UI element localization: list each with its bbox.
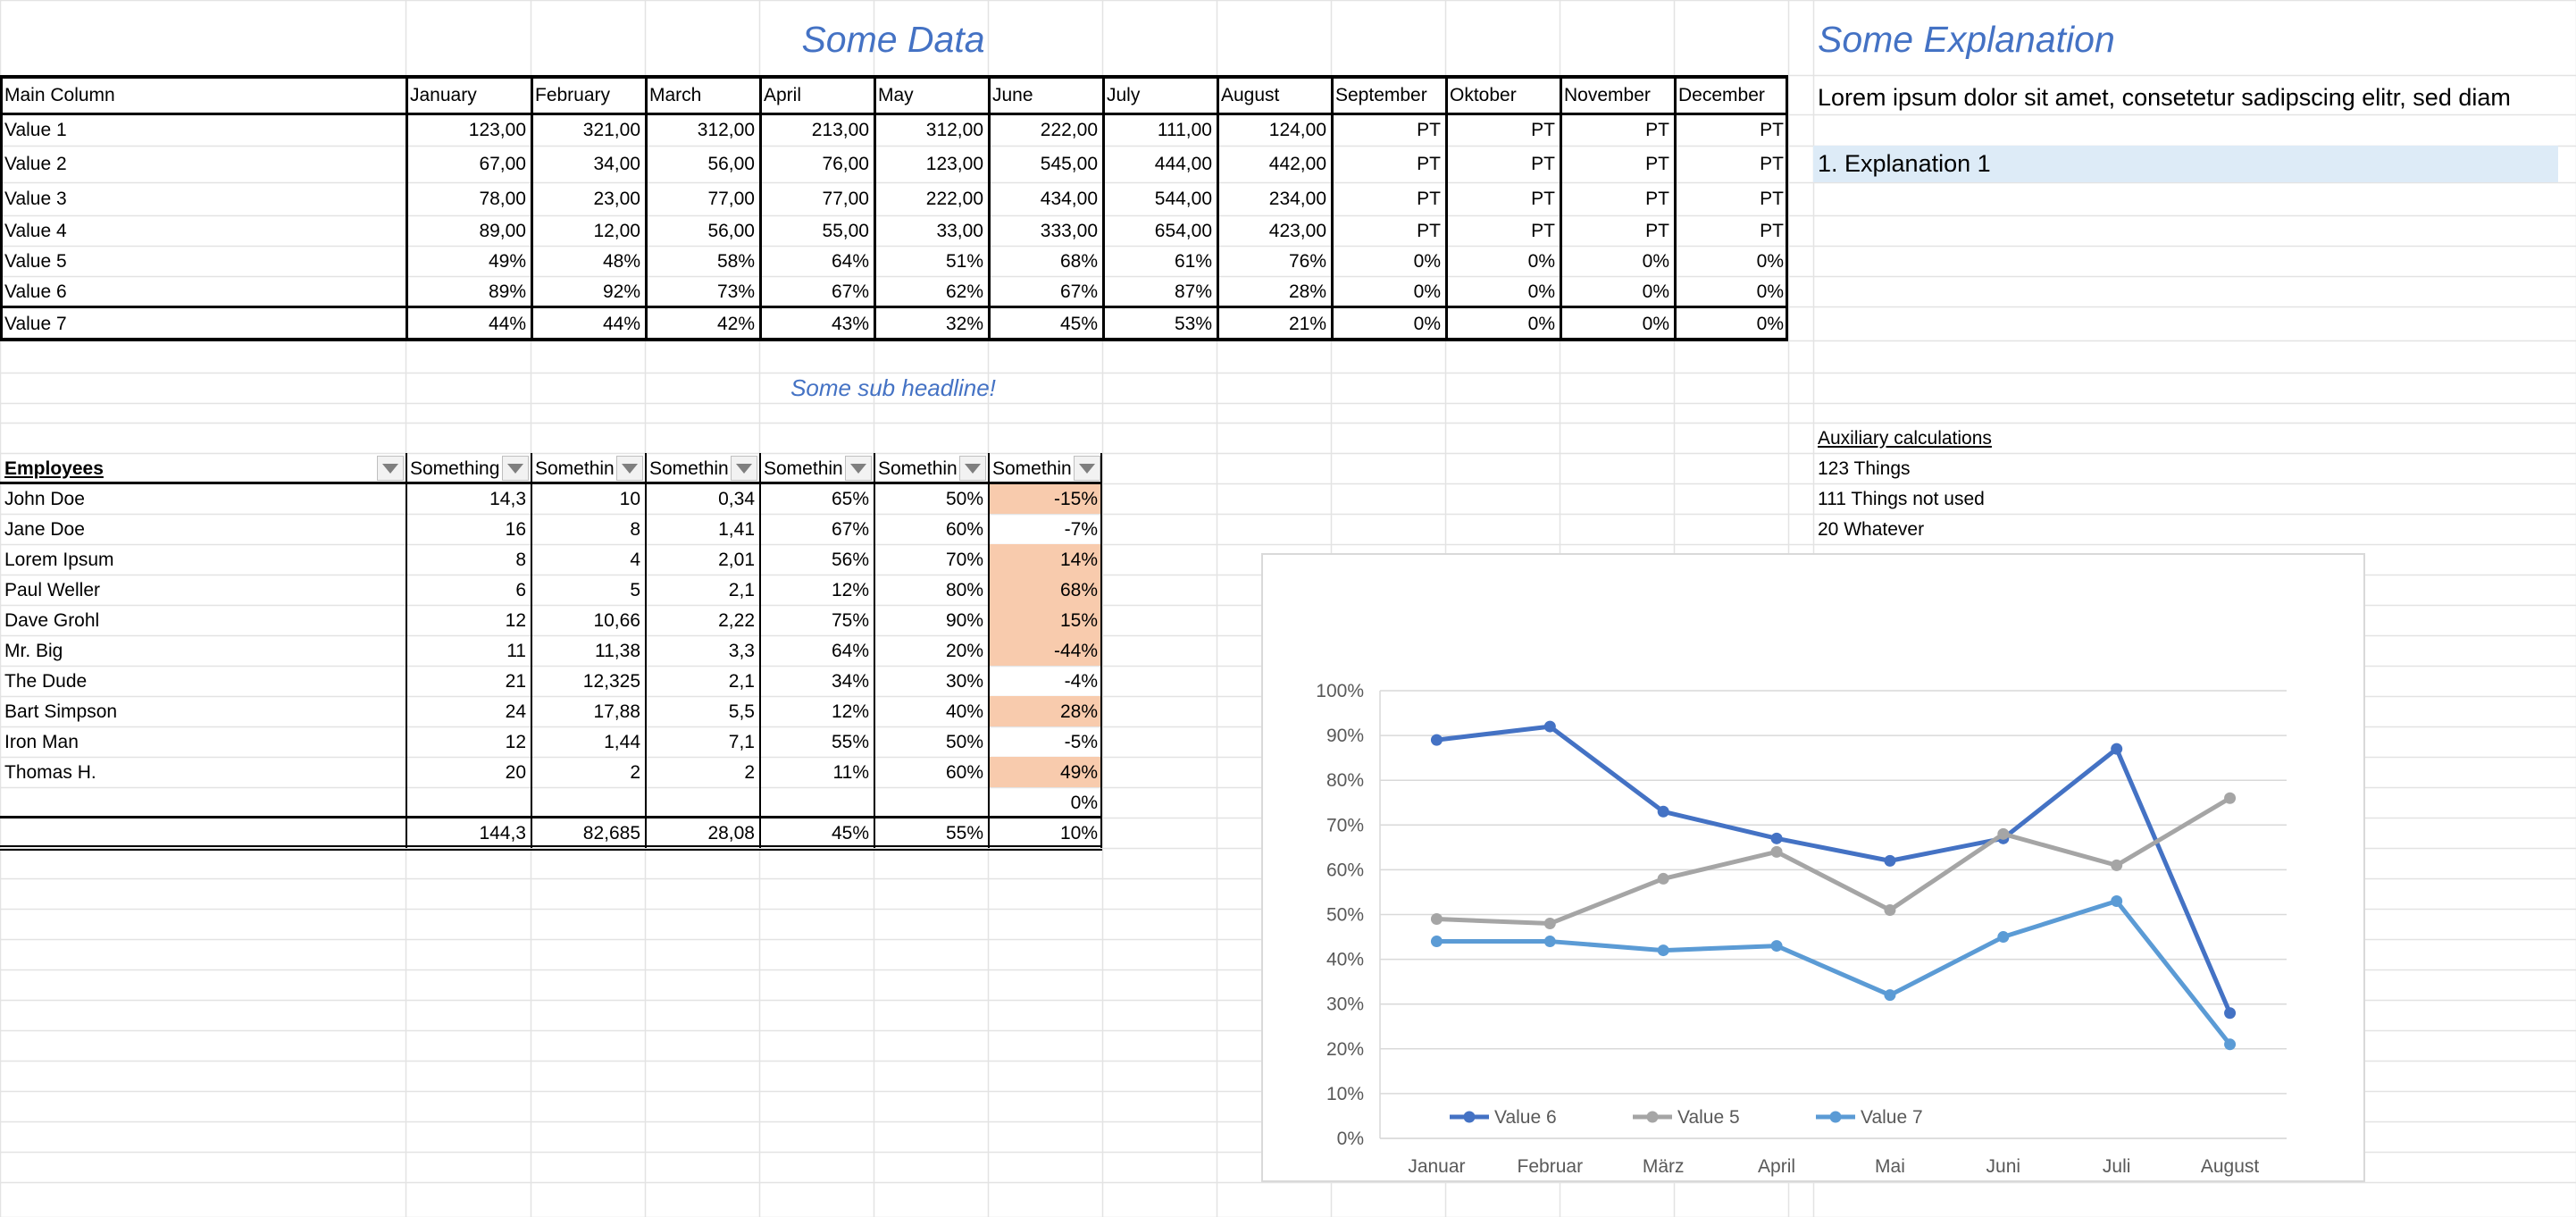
data-point — [1884, 855, 1895, 867]
something-header[interactable]: Somethin — [992, 457, 1072, 479]
employee-value-cell[interactable]: 50% — [945, 731, 983, 752]
line-chart[interactable] — [1261, 553, 2365, 1182]
table-column-border — [1331, 75, 1334, 341]
main-data-cell[interactable]: 222,00 — [925, 189, 983, 209]
employee-value-cell[interactable]: 80% — [945, 579, 983, 600]
main-data-cell[interactable]: 64% — [831, 250, 869, 272]
main-data-cell[interactable]: 0% — [1642, 281, 1669, 302]
main-data-cell[interactable]: 654,00 — [1154, 220, 1212, 241]
main-data-cell[interactable]: 42% — [716, 313, 755, 334]
data-point — [2111, 860, 2122, 871]
main-data-cell[interactable]: PT — [1760, 120, 1784, 140]
chevron-down-icon — [382, 464, 398, 474]
main-data-cell[interactable]: PT — [1531, 220, 1555, 241]
table-border — [0, 845, 1102, 847]
main-data-cell[interactable]: 55,00 — [822, 220, 869, 241]
main-data-cell[interactable]: 0% — [1527, 250, 1555, 272]
employee-value-cell[interactable]: 24 — [505, 701, 526, 722]
main-header-cell[interactable]: April — [764, 84, 802, 105]
y-tick-label: 30% — [1326, 994, 1364, 1015]
main-data-cell[interactable]: 87% — [1174, 281, 1212, 302]
data-point — [2111, 895, 2122, 907]
employee-value-cell[interactable]: 12 — [505, 609, 526, 631]
employee-name-cell[interactable]: Iron Man — [4, 731, 79, 752]
main-data-cell[interactable]: PT — [1531, 154, 1555, 174]
data-point — [1544, 918, 1556, 929]
main-data-cell[interactable]: 213,00 — [811, 120, 869, 140]
main-data-cell[interactable]: 545,00 — [1040, 154, 1098, 174]
main-data-cell[interactable]: 44% — [602, 313, 640, 334]
employee-value-cell[interactable]: 2,22 — [718, 609, 755, 631]
main-header-cell[interactable]: Oktober — [1450, 84, 1517, 105]
main-data-cell[interactable]: 28% — [1288, 281, 1326, 302]
main-data-cell[interactable]: 544,00 — [1154, 189, 1212, 209]
main-data-cell[interactable]: 234,00 — [1268, 189, 1326, 209]
employee-value-cell[interactable]: 49% — [988, 757, 1102, 787]
data-point — [1884, 904, 1895, 916]
employee-value-cell[interactable]: 60% — [945, 761, 983, 783]
employee-value-cell[interactable]: 12% — [831, 701, 869, 722]
data-point — [1658, 873, 1669, 885]
employee-value-cell[interactable]: 8 — [630, 518, 640, 540]
main-data-cell[interactable]: 56,00 — [707, 220, 755, 241]
employee-name-cell[interactable] — [0, 787, 406, 818]
main-data-cell[interactable]: 44% — [488, 313, 526, 334]
employee-name-cell[interactable]: Mr. Big — [4, 640, 63, 661]
table-border — [0, 338, 1788, 341]
main-data-cell[interactable]: 124,00 — [1268, 120, 1326, 140]
table-border — [0, 113, 1788, 115]
employee-value-cell[interactable]: 56% — [831, 549, 869, 570]
main-data-cell[interactable]: 89% — [488, 281, 526, 302]
employee-value-cell[interactable]: 28% — [988, 696, 1102, 726]
y-tick-label: 20% — [1326, 1038, 1364, 1060]
sub-headline[interactable]: Some sub headline! — [790, 374, 996, 401]
legend-label: Value 7 — [1861, 1107, 1923, 1128]
main-data-cell[interactable]: 34,00 — [593, 154, 640, 174]
something-header[interactable]: Somethin — [535, 457, 615, 479]
main-data-cell[interactable]: Value 6 — [4, 281, 67, 302]
main-data-cell[interactable]: 23,00 — [593, 189, 640, 209]
y-tick-label: 10% — [1326, 1083, 1364, 1104]
employee-value-cell[interactable]: 21 — [505, 670, 526, 692]
data-point — [1771, 833, 1783, 844]
main-data-cell[interactable]: 0% — [1756, 250, 1784, 272]
filter-dropdown-button[interactable] — [502, 456, 529, 481]
main-data-cell[interactable]: 67,00 — [479, 154, 526, 174]
employee-name-cell[interactable]: John Doe — [4, 488, 85, 509]
main-data-cell[interactable]: Value 7 — [4, 313, 67, 334]
aux-title[interactable]: Auxiliary calculations — [1818, 427, 1992, 449]
employee-value-cell[interactable] — [406, 787, 531, 818]
employee-value-cell[interactable]: 11,38 — [595, 640, 640, 661]
employee-value-cell[interactable]: 16 — [505, 518, 526, 540]
data-point — [1431, 936, 1443, 947]
employee-value-cell[interactable]: 4 — [630, 549, 640, 570]
main-data-cell[interactable]: PT — [1531, 189, 1555, 209]
employee-total-cell[interactable]: 45% — [831, 822, 869, 844]
data-point — [1544, 936, 1556, 947]
main-data-cell[interactable]: 32% — [945, 313, 983, 334]
main-data-cell[interactable]: 67% — [831, 281, 869, 302]
main-header-cell[interactable]: September — [1335, 84, 1427, 105]
main-data-cell[interactable]: 312,00 — [925, 120, 983, 140]
table-border — [0, 816, 1102, 818]
main-data-cell[interactable]: PT — [1417, 220, 1441, 241]
main-data-cell[interactable]: 76% — [1288, 250, 1326, 272]
something-header[interactable]: Somethin — [764, 457, 843, 479]
employee-value-cell[interactable]: 2 — [744, 761, 755, 783]
table-border — [0, 306, 1788, 308]
main-header-cell[interactable]: May — [878, 84, 914, 105]
employee-name-cell[interactable]: Dave Grohl — [4, 609, 100, 631]
employee-value-cell[interactable] — [759, 787, 874, 818]
x-tick-label: Januar — [1408, 1156, 1466, 1177]
employee-value-cell[interactable]: 34% — [831, 670, 869, 692]
main-header-cell[interactable]: December — [1678, 84, 1765, 105]
main-data-cell[interactable]: PT — [1645, 189, 1669, 209]
employee-total-cell[interactable]: 82,685 — [582, 822, 640, 844]
main-data-cell[interactable]: PT — [1417, 189, 1441, 209]
main-data-cell[interactable]: PT — [1417, 120, 1441, 140]
table-column-border — [1560, 75, 1562, 341]
table-column-border — [759, 75, 762, 341]
main-data-cell[interactable]: 333,00 — [1040, 220, 1098, 241]
employee-value-cell[interactable]: 12% — [831, 579, 869, 600]
employee-value-cell[interactable] — [874, 787, 988, 818]
table-column-border — [406, 453, 407, 848]
data-point — [1884, 989, 1895, 1001]
filter-dropdown-button[interactable] — [1074, 456, 1100, 481]
employee-value-cell[interactable]: -7% — [1064, 518, 1098, 540]
y-tick-label: 60% — [1326, 860, 1364, 881]
main-data-cell[interactable]: PT — [1760, 154, 1784, 174]
main-data-cell[interactable]: 12,00 — [593, 220, 640, 241]
main-data-cell[interactable]: 61% — [1174, 250, 1212, 272]
table-column-border — [1100, 453, 1102, 848]
main-data-cell[interactable]: 0% — [1413, 281, 1441, 302]
main-data-cell[interactable]: 58% — [716, 250, 755, 272]
main-data-cell[interactable]: Value 2 — [4, 154, 67, 174]
employee-name-cell[interactable]: Jane Doe — [4, 518, 85, 540]
main-header-cell[interactable]: June — [992, 84, 1033, 105]
filter-dropdown-button[interactable] — [845, 456, 872, 481]
main-data-cell[interactable]: 222,00 — [1040, 120, 1098, 140]
table-column-border — [1102, 75, 1105, 341]
table-column-border — [531, 453, 532, 848]
table-column-border — [645, 453, 647, 848]
main-data-cell[interactable]: 0% — [1413, 250, 1441, 272]
employee-value-cell[interactable] — [645, 787, 759, 818]
data-point — [2224, 793, 2236, 804]
main-data-cell[interactable]: 45% — [1059, 313, 1098, 334]
table-border — [0, 75, 1788, 79]
main-data-cell[interactable]: 444,00 — [1154, 154, 1212, 174]
filter-dropdown-button[interactable] — [959, 456, 986, 481]
main-data-cell[interactable]: 68% — [1059, 250, 1098, 272]
table-column-border — [874, 75, 876, 341]
x-tick-label: Juli — [2102, 1156, 2131, 1177]
y-tick-label: 100% — [1316, 681, 1364, 701]
table-column-border — [988, 453, 990, 848]
employee-value-cell[interactable]: 2,1 — [728, 670, 755, 692]
employee-value-cell[interactable]: 8 — [515, 549, 526, 570]
table-column-border — [1217, 75, 1219, 341]
table-column-border — [988, 75, 991, 341]
employee-value-cell[interactable]: 75% — [831, 609, 869, 631]
y-tick-label: 80% — [1326, 770, 1364, 792]
x-tick-label: Mai — [1875, 1156, 1905, 1177]
main-data-cell[interactable]: 67% — [1059, 281, 1098, 302]
main-data-cell[interactable]: PT — [1645, 154, 1669, 174]
employee-value-cell[interactable]: 12,325 — [582, 670, 640, 692]
table-column-border — [1786, 75, 1788, 341]
main-data-cell[interactable]: 73% — [716, 281, 755, 302]
data-point — [1544, 721, 1556, 733]
employee-value-cell[interactable]: 15% — [988, 605, 1102, 635]
main-data-cell[interactable]: PT — [1417, 154, 1441, 174]
main-data-cell[interactable]: 33,00 — [936, 220, 983, 241]
table-border — [0, 482, 1102, 484]
main-data-cell[interactable]: Value 5 — [4, 250, 67, 272]
employee-total-cell[interactable]: 28,08 — [707, 822, 755, 844]
main-data-cell[interactable]: PT — [1760, 189, 1784, 209]
filter-dropdown-button[interactable] — [377, 456, 404, 481]
main-data-cell[interactable]: PT — [1531, 120, 1555, 140]
data-point — [1771, 940, 1783, 952]
legend-label: Value 5 — [1677, 1107, 1740, 1128]
main-header-cell[interactable]: August — [1221, 84, 1280, 105]
main-data-cell[interactable]: 0% — [1642, 250, 1669, 272]
filter-dropdown-button[interactable] — [616, 456, 643, 481]
main-header-cell[interactable]: March — [649, 84, 702, 105]
y-tick-label: 70% — [1326, 815, 1364, 836]
x-tick-label: August — [2200, 1156, 2260, 1177]
chevron-down-icon — [1079, 464, 1095, 474]
employee-value-cell[interactable]: 68% — [988, 575, 1102, 605]
data-point — [2224, 1038, 2236, 1050]
employee-value-cell[interactable]: 20 — [505, 761, 526, 783]
employee-value-cell[interactable]: 10 — [619, 488, 640, 509]
employee-name-cell[interactable]: The Dude — [4, 670, 88, 692]
table-column-border — [1445, 75, 1448, 341]
main-header-cell[interactable]: January — [410, 84, 477, 105]
employee-value-cell[interactable]: 50% — [945, 488, 983, 509]
employee-value-cell[interactable] — [531, 787, 645, 818]
explanation-1[interactable]: 1. Explanation 1 — [1813, 146, 2558, 182]
y-tick-label: 0% — [1336, 1129, 1364, 1149]
chevron-down-icon — [622, 464, 638, 474]
main-data-cell[interactable]: 0% — [1642, 313, 1669, 334]
employee-total-cell[interactable]: 55% — [945, 822, 983, 844]
x-tick-label: März — [1642, 1156, 1685, 1177]
employee-value-cell[interactable]: 3,3 — [728, 640, 755, 661]
main-data-cell[interactable]: Value 4 — [4, 220, 67, 241]
main-data-cell[interactable]: 51% — [945, 250, 983, 272]
x-tick-label: April — [1758, 1156, 1796, 1177]
employee-value-cell[interactable]: 70% — [945, 549, 983, 570]
employee-value-cell[interactable]: 1,44 — [604, 731, 640, 752]
employee-value-cell[interactable]: 14% — [988, 544, 1102, 575]
employee-value-cell[interactable]: 64% — [831, 640, 869, 661]
employee-value-cell[interactable]: -44% — [988, 635, 1102, 666]
main-header-cell[interactable]: November — [1564, 84, 1651, 105]
table-column-border — [759, 453, 761, 848]
main-data-cell[interactable]: 53% — [1174, 313, 1212, 334]
employee-name-cell[interactable]: Lorem Ipsum — [4, 549, 114, 570]
employee-total-cell[interactable]: 144,3 — [479, 822, 526, 844]
main-data-cell[interactable]: 92% — [602, 281, 640, 302]
y-tick-label: 90% — [1326, 726, 1364, 747]
data-point — [1997, 828, 2009, 840]
main-data-cell[interactable]: 62% — [945, 281, 983, 302]
main-data-cell[interactable]: 49% — [488, 250, 526, 272]
employee-value-cell[interactable]: 11% — [832, 761, 869, 783]
employee-value-cell[interactable]: 67% — [831, 518, 869, 540]
data-point — [1658, 806, 1669, 818]
chevron-down-icon — [507, 464, 523, 474]
aux-line[interactable]: 123 Things — [1818, 457, 1911, 479]
employee-value-cell[interactable]: 60% — [945, 518, 983, 540]
main-header-cell[interactable]: Main Column — [4, 84, 115, 105]
main-data-cell[interactable]: 21% — [1288, 313, 1326, 334]
employee-value-cell[interactable]: 10,66 — [593, 609, 640, 631]
data-point — [2111, 743, 2122, 755]
employee-total-cell[interactable] — [0, 818, 406, 848]
chart-canvas — [1263, 555, 2363, 1180]
employee-value-cell[interactable]: 40% — [945, 701, 983, 722]
main-data-cell[interactable]: 89,00 — [479, 220, 526, 241]
employee-value-cell[interactable]: 65% — [831, 488, 869, 509]
data-point — [1771, 846, 1783, 858]
employee-value-cell[interactable]: 1,41 — [718, 518, 755, 540]
employee-value-cell[interactable]: 20% — [945, 640, 983, 661]
main-data-cell[interactable]: 123,00 — [468, 120, 526, 140]
main-data-cell[interactable]: 0% — [1756, 313, 1784, 334]
employee-value-cell[interactable]: 6 — [515, 579, 526, 600]
employee-value-cell[interactable]: 0,34 — [718, 488, 755, 509]
employee-value-cell[interactable]: -4% — [1064, 670, 1098, 692]
employee-value-cell[interactable]: 5 — [630, 579, 640, 600]
explanation-title[interactable]: Some Explanation — [1818, 20, 2115, 59]
sheet-title[interactable]: Some Data — [801, 20, 985, 59]
x-tick-label: Juni — [1986, 1156, 2021, 1177]
main-data-cell[interactable]: 78,00 — [479, 189, 526, 209]
employee-value-cell[interactable]: 5,5 — [728, 701, 755, 722]
data-point — [1431, 734, 1443, 746]
main-data-cell[interactable]: 0% — [1756, 281, 1784, 302]
legend-marker — [1464, 1112, 1476, 1123]
main-data-cell[interactable]: 111,00 — [1157, 120, 1212, 140]
legend-label: Value 6 — [1494, 1107, 1557, 1128]
main-data-cell[interactable]: PT — [1645, 220, 1669, 241]
main-data-cell[interactable]: 56,00 — [707, 154, 755, 174]
employee-value-cell[interactable]: 7,1 — [728, 731, 755, 752]
y-tick-label: 40% — [1326, 949, 1364, 970]
something-header[interactable]: Somethin — [878, 457, 958, 479]
table-column-border — [1674, 75, 1677, 341]
main-data-cell[interactable]: 76,00 — [822, 154, 869, 174]
employee-value-cell[interactable]: 55% — [831, 731, 869, 752]
y-tick-label: 50% — [1326, 904, 1364, 926]
employee-value-cell[interactable]: -15% — [988, 483, 1102, 514]
table-border — [0, 849, 1102, 851]
main-header-cell[interactable]: February — [535, 84, 611, 105]
table-column-border — [0, 75, 3, 341]
main-data-cell[interactable]: 0% — [1527, 281, 1555, 302]
main-data-cell[interactable]: 442,00 — [1268, 154, 1326, 174]
chevron-down-icon — [736, 464, 752, 474]
employee-value-cell[interactable]: 30% — [945, 670, 983, 692]
aux-line[interactable]: 111 Things not used — [1818, 488, 1985, 509]
table-column-border — [406, 75, 408, 341]
x-tick-label: Februar — [1517, 1156, 1584, 1177]
main-data-cell[interactable]: 321,00 — [582, 120, 640, 140]
employee-name-cell[interactable]: Bart Simpson — [4, 701, 118, 722]
employee-value-cell[interactable]: 0% — [1070, 792, 1098, 813]
main-data-cell[interactable]: PT — [1760, 220, 1784, 241]
employee-name-cell[interactable]: Thomas H. — [4, 761, 96, 783]
employee-value-cell[interactable]: 17,88 — [593, 701, 640, 722]
employee-value-cell[interactable]: 11 — [506, 640, 526, 661]
employee-name-cell[interactable]: Paul Weller — [4, 579, 100, 600]
employees-header[interactable]: Employees — [4, 457, 104, 479]
main-data-cell[interactable]: 77,00 — [707, 189, 755, 209]
data-point — [1658, 944, 1669, 956]
aux-line[interactable]: 20 Whatever — [1818, 518, 1925, 540]
employee-value-cell[interactable]: -5% — [1064, 731, 1098, 752]
chevron-down-icon — [965, 464, 981, 474]
table-column-border — [531, 75, 533, 341]
data-point — [2224, 1007, 2236, 1019]
chevron-down-icon — [850, 464, 866, 474]
employee-value-cell[interactable]: 2 — [630, 761, 640, 783]
filter-dropdown-button[interactable] — [731, 456, 757, 481]
main-header-cell[interactable]: July — [1107, 84, 1141, 105]
main-data-cell[interactable]: Value 1 — [4, 120, 67, 140]
main-data-cell[interactable]: 0% — [1527, 313, 1555, 334]
employee-value-cell[interactable]: 12 — [505, 731, 526, 752]
main-data-cell[interactable]: 434,00 — [1040, 189, 1098, 209]
main-data-cell[interactable]: 123,00 — [925, 154, 983, 174]
data-point — [1431, 913, 1443, 925]
main-data-cell[interactable]: 0% — [1413, 313, 1441, 334]
main-data-cell[interactable]: 312,00 — [697, 120, 755, 140]
explanation-text[interactable]: Lorem ipsum dolor sit amet, consetetur sadipscing elitr, sed diam — [1818, 83, 2511, 111]
table-column-border — [645, 75, 648, 341]
main-data-cell[interactable]: 48% — [602, 250, 640, 272]
legend-marker — [1647, 1112, 1659, 1123]
main-data-cell[interactable]: PT — [1645, 120, 1669, 140]
employee-value-cell[interactable]: 2,01 — [718, 549, 755, 570]
employee-value-cell[interactable]: 90% — [945, 609, 983, 631]
main-data-cell[interactable]: 423,00 — [1268, 220, 1326, 241]
something-header[interactable]: Something — [410, 457, 500, 479]
data-point — [1997, 931, 2009, 943]
table-column-border — [874, 453, 875, 848]
main-data-cell[interactable]: Value 3 — [4, 189, 67, 209]
employee-value-cell[interactable]: 14,3 — [489, 488, 526, 509]
something-header[interactable]: Somethin — [649, 457, 729, 479]
legend-marker — [1830, 1112, 1842, 1123]
main-data-cell[interactable]: 43% — [831, 313, 869, 334]
main-data-cell[interactable]: 77,00 — [822, 189, 869, 209]
employee-total-cell[interactable]: 10% — [1059, 822, 1098, 844]
employee-value-cell[interactable]: 2,1 — [728, 579, 755, 600]
